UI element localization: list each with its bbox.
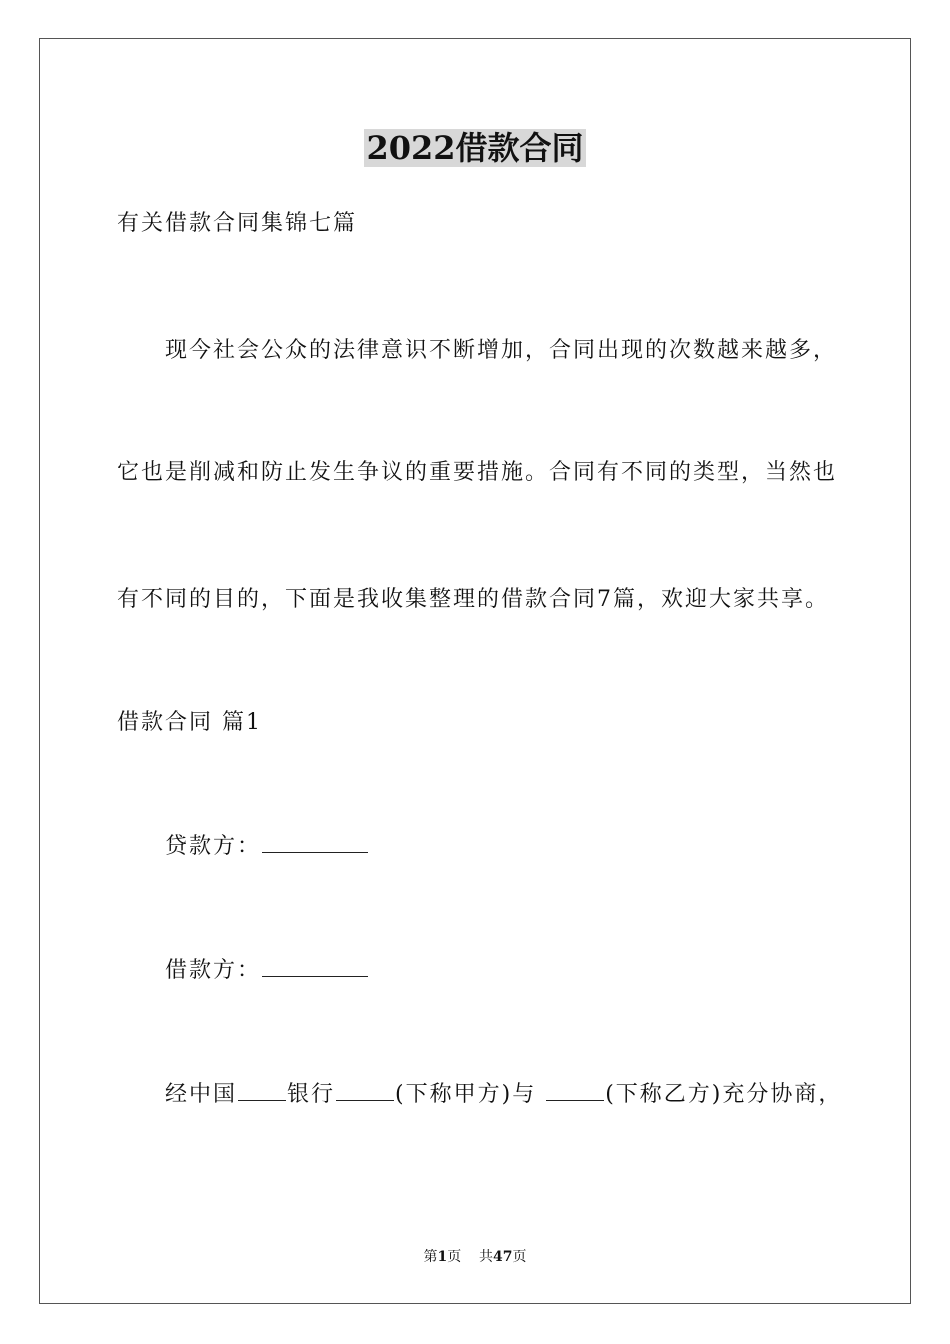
borrower-line [165,956,369,986]
footer-suffix: 页 [512,1249,527,1265]
bank-name-blank [238,1080,286,1101]
clause-part-2: 银行 [287,1082,336,1107]
intro-line-2: 它也是削减和防止发生争议的重要措施。合同有不同的类型，当然也 [117,460,838,485]
borrower-blank [262,956,368,977]
footer-page-total: 47 [493,1249,513,1265]
borrower-label: 借款方： [165,958,262,983]
section-heading: 借款合同 篇1 [117,710,262,735]
party-b-blank [546,1080,604,1101]
clause-part-3: (下称甲方)与 [395,1082,546,1107]
lender-blank [262,832,368,853]
document-subtitle: 有关借款合同集锦七篇 [117,211,358,236]
clause-line [165,1080,842,1110]
intro-line-1: 现今社会公众的法律意识不断增加，合同出现的次数越来越多， [165,338,838,363]
footer-mid: 页 共 [447,1249,494,1265]
branch-name-blank [336,1080,394,1101]
page-footer [0,1247,950,1267]
footer-prefix: 第 [423,1249,438,1265]
document-title [0,126,950,170]
clause-part-1: 经中国 [165,1082,238,1107]
lender-line [165,832,369,862]
footer-page-current: 1 [437,1249,448,1265]
lender-label: 贷款方： [165,834,262,859]
document-title-text: 2022借款合同 [366,129,584,167]
intro-line-3: 有不同的目的，下面是我收集整理的借款合同7篇，欢迎大家共享。 [117,587,829,612]
clause-part-4: (下称乙方)充分协商， [605,1082,843,1107]
